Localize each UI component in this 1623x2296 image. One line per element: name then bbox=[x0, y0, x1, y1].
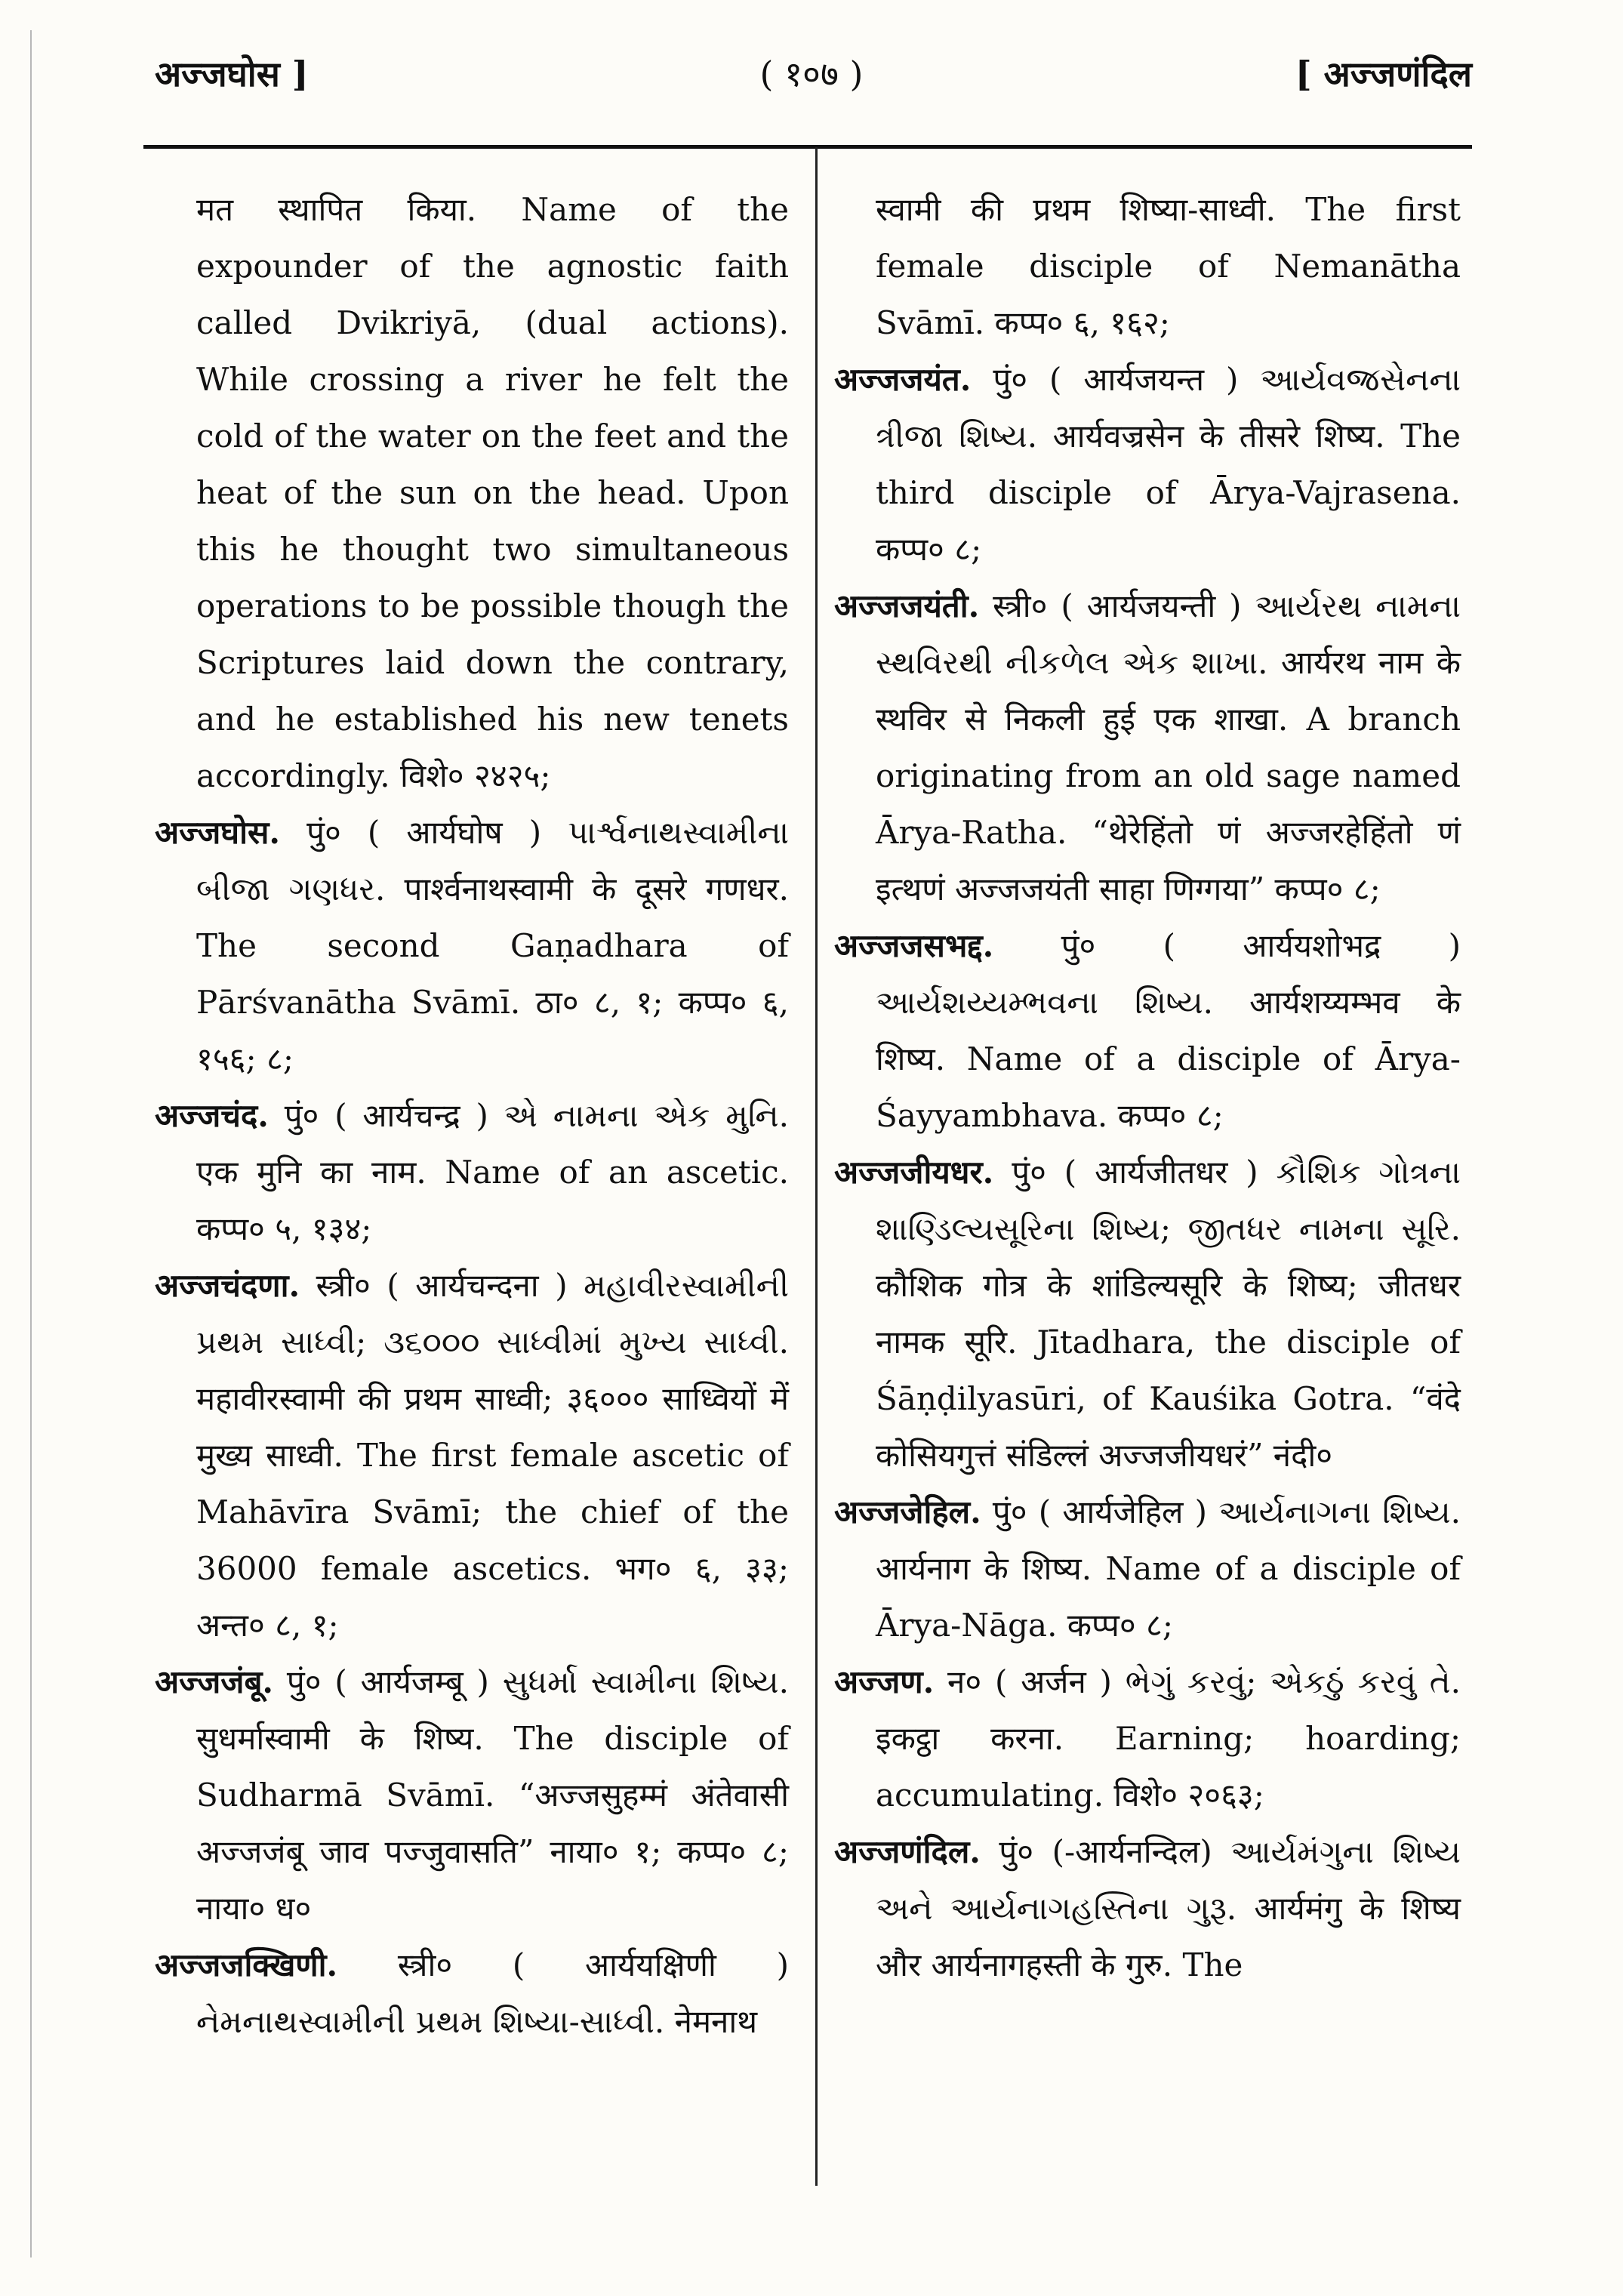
entry-text: मत स्थापित किया. Name of the expounder of the agnostic faith called Dvikriyā, (dual actions). While crossing a river he felt the cold of the water on the feet and the heat of the sun on the head. Upon this he thought two simultaneous operations to be possible though the Scriptures laid down the contrary, and he established his new tenets accordingly. विशे० २४२५; bbox=[196, 191, 789, 794]
dictionary-entry bbox=[834, 578, 1461, 917]
entry-headword: अज्जघोस. bbox=[155, 814, 280, 851]
binding-margin-line bbox=[30, 30, 32, 2257]
page-number: ( १०७ ) bbox=[759, 54, 864, 94]
right-column bbox=[834, 181, 1461, 1993]
entry-headword: अज्जणंदिल. bbox=[834, 1833, 981, 1870]
dictionary-entry bbox=[155, 804, 789, 1087]
header-right-guide-word: [ अज्जणंदिल bbox=[1295, 54, 1472, 94]
dictionary-entry bbox=[834, 351, 1461, 578]
entry-body: पुं० ( आर्यघोष ) પાર્શ્વનાથસ્વામીના બીજા ગણધર. पार्श्वनाथस्वामी के दूसरे गणधर. The second Gaṇadhara of Pārśvanātha Svāmī. ठा० ८, १; कप्प० ६, १५६; ८; bbox=[196, 814, 789, 1077]
entry-body: स्त्री० ( आर्यचन्दना ) મહાવીરસ્વામીની પ્રથમ સાધ્વી; ૩૬૦૦૦ સાધ્વીમાં મુખ્ય સાધ્વી. महावीरस्वामी की प्रथम साध्वी; ३६००० साध्वियों में मुख्य साध्वी. The first female ascetic of Mahāvīra Svāmī; the chief of the 36000 female ascetics. भग० ६, ३३; अन्त० ८, १; bbox=[196, 1267, 789, 1644]
entry-body: पुं० ( आर्यजम्बू ) સુધર્મા સ્વામીના શિષ્ય. सुधर्मास्वामी के शिष्य. The disciple of Sudharmā Svāmī. “अज्जसुहम्मं अंतेवासी अज्जजंबू जाव पज्जुवासति” नाया० १; कप्प० ८; नाया० ध० bbox=[196, 1663, 789, 1927]
dictionary-entry bbox=[834, 917, 1461, 1144]
dictionary-entry bbox=[834, 1484, 1461, 1653]
entry-body: स्त्री० ( आर्ययक्षिणी ) નેમનાથસ્વામીની પ્રથમ શિષ્યા-સાધ્વી. नेमनाथ bbox=[196, 1946, 789, 2040]
header-left-guide-word: अज्जघोस ] bbox=[155, 54, 309, 94]
dictionary-entry bbox=[155, 1653, 789, 1937]
continuation-entry bbox=[155, 181, 789, 804]
dictionary-entry bbox=[155, 1257, 789, 1653]
left-column bbox=[155, 181, 789, 2050]
entry-body: पुं० (-आर्यनन्दिल) આર્યમંગુના શિષ્ય અને આર્યનાગહસ્તિના ગુરૂ. आर्यमंगु के शिष्य और आर्यनागहस्ती के गुरु. The bbox=[876, 1833, 1461, 1983]
entry-headword: अज्जजसभद्द. bbox=[834, 927, 994, 964]
entry-headword: अज्जण. bbox=[834, 1663, 935, 1700]
entry-headword: अज्जजंबू. bbox=[155, 1663, 274, 1700]
entry-body: पुं० ( आर्यचन्द्र ) એ નામના એક મુનિ. एक मुनि का नाम. Name of an ascetic. कप्प० ५, १३४; bbox=[196, 1097, 789, 1247]
dictionary-entry bbox=[834, 1144, 1461, 1484]
entry-headword: अज्जजक्खिणी. bbox=[155, 1946, 338, 1983]
entry-body: पुं० ( आर्यजीतधर ) કૌશિક ગોત્રના શાણ્ડિલ્યસૂરિના શિષ્ય; જીતધર નામના સૂરિ. कौशिक गोत्र के शांडिल्यसूरि के शिष्य; जीतधर नामक सूरि. Jītadhara, the disciple of Śāṇḍilyasūri, of Kauśika Gotra. “वंदे कोसियगुत्तं संडिल्लं अज्जजीयधरं” नंदी० bbox=[876, 1154, 1461, 1474]
entry-headword: अज्जजयंती. bbox=[834, 587, 980, 624]
entry-body: पुं० ( आर्यजेहिल ) આર્યનાગના શિષ્ય. आर्यनाग के शिष्य. Name of a disciple of Ārya-Nāga. कप्प० ८; bbox=[876, 1493, 1461, 1644]
entry-headword: अज्जजीयधर. bbox=[834, 1154, 994, 1191]
dictionary-entry bbox=[155, 1087, 789, 1257]
entry-body: पुं० ( आर्ययशोभद्र ) આર્યશય્યમ્ભવના શિષ્ય. आर्यशय्यम्भव के शिष्य. Name of a disciple of Ārya-Śayyambhava. कप्प० ८; bbox=[876, 927, 1461, 1134]
entry-text: स्वामी की प्रथम शिष्या-साध्वी. The first female disciple of Nemanātha Svāmī. कप्प० ६, १६२; bbox=[876, 191, 1461, 341]
dictionary-entry bbox=[155, 1937, 789, 2050]
entry-headword: अज्जजेहिल. bbox=[834, 1493, 981, 1530]
entry-headword: अज्जचंदणा. bbox=[155, 1267, 300, 1304]
entry-body: न० ( अर्जन ) ભેગું કરવું; એકઠું કરવું તે. इकट्ठा करना. Earning; hoarding; accumulating. विशे० २०६३; bbox=[876, 1663, 1461, 1814]
header-rule bbox=[143, 145, 1472, 149]
continuation-entry bbox=[834, 181, 1461, 351]
entry-headword: अज्जजयंत. bbox=[834, 361, 972, 398]
entry-body: स्त्री० ( आर्यजयन्ती ) આર્યરથ નામના સ્થવિરથી નીકળેલ એક શાખા. आर्यरथ नाम के स्थविर से निकली हुई एक शाखा. A branch originating from an old sage named Ārya-Ratha. “थेरेहिंतो णं अज्जरहेहिंतो णं इत्थणं अज्जजयंती साहा णिग्गया” कप्प० ८; bbox=[876, 587, 1461, 908]
column-divider bbox=[815, 147, 818, 2186]
entry-headword: अज्जचंद. bbox=[155, 1097, 269, 1134]
entry-body: पुं० ( आर्यजयन्त ) આર્યવજ્રસેનના ત્રીજા શિષ્ય. आर्यवज्रसेन के तीसरे शिष्य. The third disciple of Ārya-Vajrasena. कप्प० ८; bbox=[876, 361, 1461, 568]
dictionary-entry bbox=[834, 1653, 1461, 1823]
dictionary-entry bbox=[834, 1823, 1461, 1993]
